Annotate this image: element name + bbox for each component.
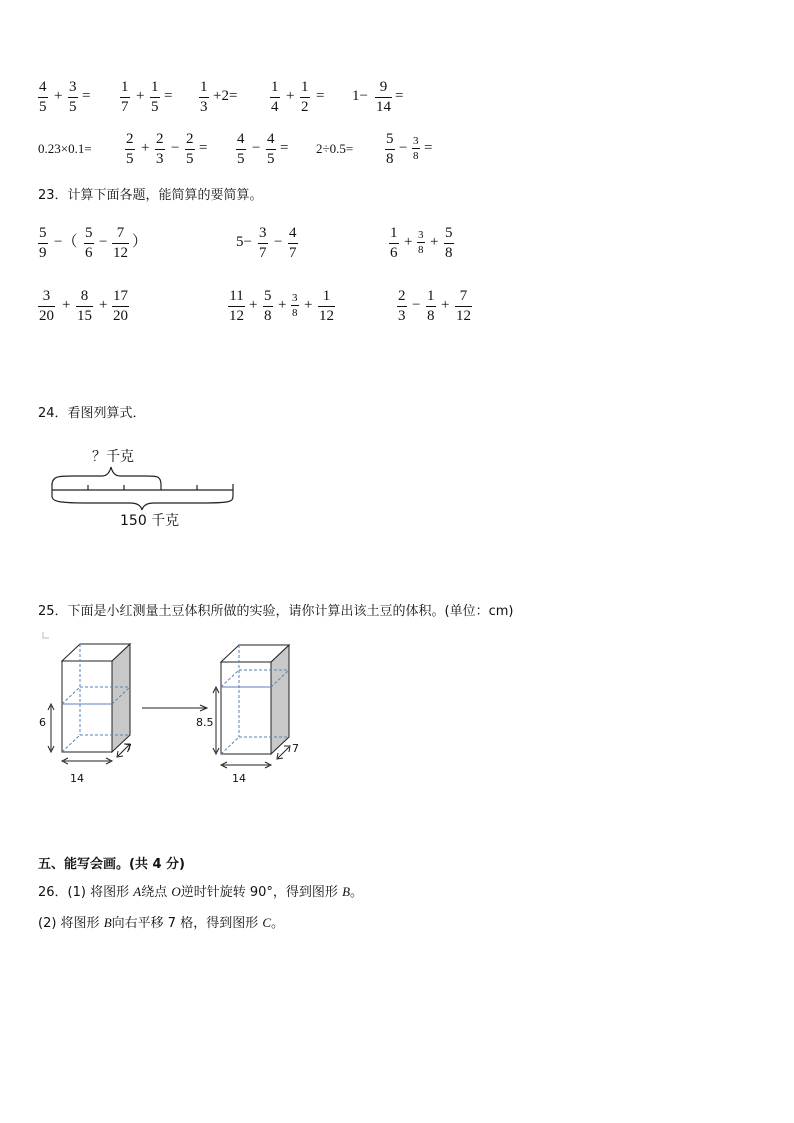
operator: + bbox=[278, 297, 287, 313]
fraction: 8 15 bbox=[77, 288, 92, 324]
operator: − bbox=[171, 140, 180, 156]
question-26-part1 bbox=[38, 883, 363, 901]
question-25-title: 25．下面是小红测量土豆体积所做的实验，请你计算出该土豆的体积。(单位：cm) bbox=[38, 604, 514, 619]
box1-depth-label: 7 bbox=[125, 742, 132, 755]
equals: = bbox=[280, 140, 289, 156]
fraction: 3 8 bbox=[413, 135, 419, 162]
operator: + bbox=[141, 140, 150, 156]
q26-2-text-b: 向右平移 7 格，得到图形 bbox=[111, 916, 259, 931]
fraction: 2 3 bbox=[156, 131, 164, 167]
q26-2-text-a: (2) 将图形 bbox=[38, 916, 100, 931]
equals: = bbox=[316, 88, 325, 104]
fraction: 1 4 bbox=[271, 79, 279, 115]
operator: −（ bbox=[54, 234, 78, 250]
operator: + bbox=[441, 297, 450, 313]
q26-1-text-d: 。 bbox=[350, 885, 364, 900]
fraction: 1 8 bbox=[427, 288, 435, 324]
operator: + bbox=[62, 297, 71, 313]
box2-height-label: 8.5 bbox=[196, 716, 214, 729]
fraction: 3 7 bbox=[259, 225, 267, 261]
fraction: 5 8 bbox=[386, 131, 394, 167]
shape-a-label: A bbox=[133, 884, 142, 899]
operator: + bbox=[99, 297, 108, 313]
q26-2-text-c: 。 bbox=[271, 916, 285, 931]
operator: + bbox=[249, 297, 258, 313]
line-segment-diagram bbox=[40, 445, 250, 535]
fraction: 7 12 bbox=[113, 225, 128, 261]
operator: +2= bbox=[213, 88, 238, 104]
question-26-part2 bbox=[38, 914, 284, 932]
operator: − bbox=[252, 140, 261, 156]
fraction: 5 9 bbox=[39, 225, 47, 261]
question-24-title: 24．看图列算式． bbox=[38, 406, 146, 421]
fraction: 4 5 bbox=[267, 131, 275, 167]
equals: = bbox=[424, 140, 433, 156]
fraction: 9 14 bbox=[376, 79, 391, 115]
box1-width-label: 14 bbox=[70, 772, 84, 785]
fraction: 11 12 bbox=[229, 288, 244, 324]
operator: ） bbox=[132, 234, 148, 250]
shape-c-label: C bbox=[262, 915, 272, 930]
operator: + bbox=[286, 88, 295, 104]
fraction: 3 20 bbox=[39, 288, 54, 324]
operator: + bbox=[304, 297, 313, 313]
fraction: 4 5 bbox=[237, 131, 245, 167]
experiment-svg bbox=[36, 628, 356, 788]
fraction: 3 8 bbox=[292, 292, 298, 319]
potato-experiment-figure bbox=[36, 628, 356, 788]
q26-1-text-a: 26．(1) 将图形 bbox=[38, 885, 130, 900]
fraction: 5 8 bbox=[445, 225, 453, 261]
fraction: 1 3 bbox=[200, 79, 208, 115]
box2-depth-label: 7 bbox=[292, 742, 299, 755]
equals: = bbox=[82, 88, 91, 104]
total-weight-label: 150 千克 bbox=[120, 513, 180, 529]
fraction: 3 5 bbox=[69, 79, 77, 115]
fraction: 2 3 bbox=[398, 288, 406, 324]
operator: 5− bbox=[236, 234, 252, 250]
fraction: 1 2 bbox=[301, 79, 309, 115]
box1-height-label: 6 bbox=[39, 716, 46, 729]
fraction: 5 6 bbox=[85, 225, 93, 261]
operator: + bbox=[430, 234, 439, 250]
fraction: 5 8 bbox=[264, 288, 272, 324]
fraction: 17 20 bbox=[113, 288, 128, 324]
operator: + bbox=[136, 88, 145, 104]
box2-width-label: 14 bbox=[232, 772, 246, 785]
fraction: 2 5 bbox=[126, 131, 134, 167]
q26-1-text-c: 逆时针旋转 90°，得到图形 bbox=[180, 885, 338, 900]
question-23-title: 23．计算下面各题，能简算的要简算。 bbox=[38, 188, 263, 203]
fraction: 4 5 bbox=[39, 79, 47, 115]
operator: + bbox=[54, 88, 63, 104]
q26-1-text-b: 绕点 bbox=[141, 885, 168, 900]
fraction: 7 12 bbox=[456, 288, 471, 324]
section-5-title: 五、能写会画。(共 4 分) bbox=[38, 857, 185, 872]
fraction: 1 6 bbox=[390, 225, 398, 261]
equals: = bbox=[199, 140, 208, 156]
operator: 1− bbox=[352, 88, 368, 104]
fraction: 4 7 bbox=[289, 225, 297, 261]
point-o-label: O bbox=[171, 884, 181, 899]
operator: − bbox=[412, 297, 421, 313]
operator: − bbox=[99, 234, 108, 250]
shape-b-label: B bbox=[103, 915, 112, 930]
fraction: 1 5 bbox=[151, 79, 159, 115]
fraction: 3 8 bbox=[418, 229, 424, 256]
equals: = bbox=[164, 88, 173, 104]
operator: − bbox=[399, 140, 408, 156]
fraction: 2 5 bbox=[186, 131, 194, 167]
row2-expr4: 2÷0.5= bbox=[316, 141, 354, 156]
shape-b-label: B bbox=[342, 884, 351, 899]
fraction: 1 12 bbox=[319, 288, 334, 324]
fraction: 1 7 bbox=[121, 79, 129, 115]
row2-expr1: 0.23×0.1= bbox=[38, 141, 92, 156]
operator: + bbox=[404, 234, 413, 250]
equals: = bbox=[395, 88, 404, 104]
question-weight-label: ？千克 bbox=[92, 449, 134, 465]
operator: − bbox=[274, 234, 283, 250]
